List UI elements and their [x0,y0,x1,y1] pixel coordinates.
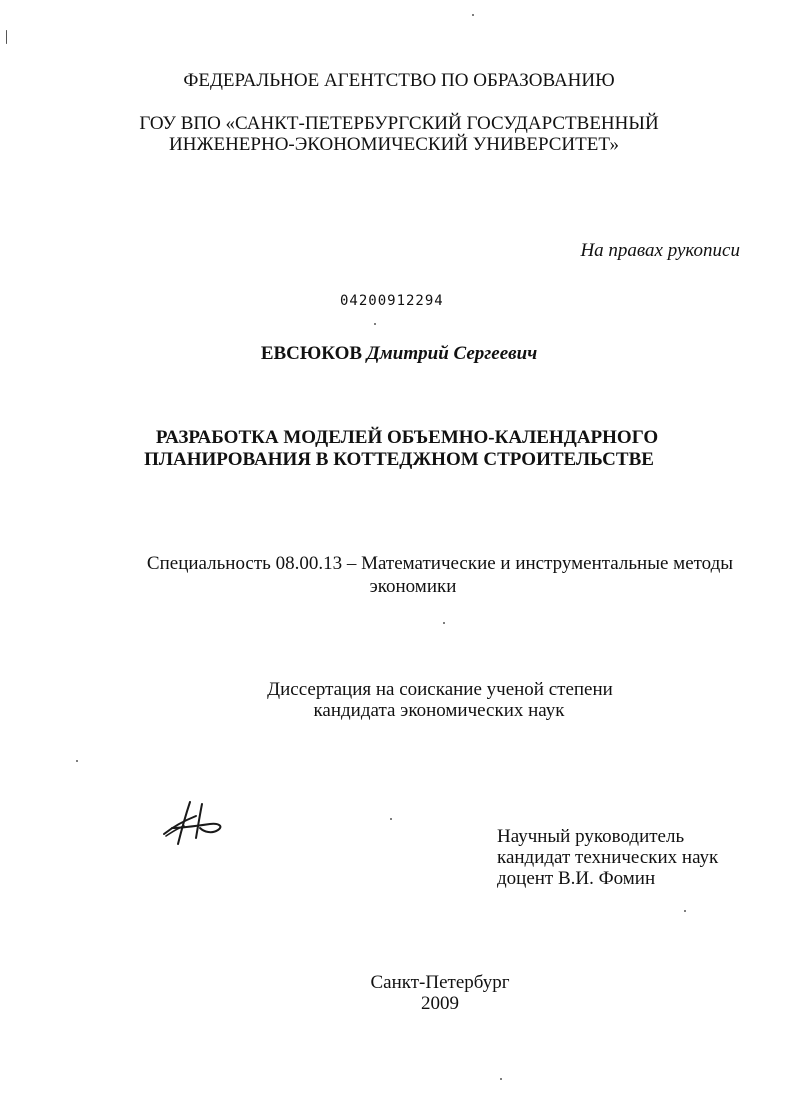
city: Санкт-Петербург [370,972,510,993]
scan-speck [472,14,474,16]
scan-speck [6,30,7,44]
degree-line-2: кандидата экономических наук [313,700,565,721]
scan-speck [390,818,392,820]
specialty-line-1: Специальность 08.00.13 – Математические и инструментальные методы [146,553,734,574]
agency-heading: ФЕДЕРАЛЬНОЕ АГЕНТСТВО ПО ОБРАЗОВАНИЮ [183,70,615,91]
scan-speck [443,622,445,624]
author-given-names: Дмитрий Сергеевич [366,343,538,364]
author-surname: ЕВСЮКОВ [260,343,363,364]
author-name [0,343,798,365]
registration-number: 04200912294 [340,293,444,309]
supervisor-name: доцент В.И. Фомин [497,868,656,889]
scan-speck [684,910,686,912]
university-line-2: ИНЖЕНЕРНО-ЭКОНОМИЧЕСКИЙ УНИВЕРСИТЕТ» [169,134,619,155]
scan-speck [500,1078,502,1080]
scan-speck [374,323,376,325]
specialty-line-2: экономики [369,576,457,597]
university-line-1: ГОУ ВПО «САНКТ-ПЕТЕРБУРГСКИЙ ГОСУДАРСТВЕННЫЙ [139,113,659,134]
supervisor-role: Научный руководитель [497,826,685,847]
degree-line-1: Диссертация на соискание ученой степени [267,679,613,700]
year: 2009 [421,993,459,1014]
manuscript-note: На правах рукописи [580,240,740,261]
title-line-1: РАЗРАБОТКА МОДЕЛЕЙ ОБЪЕМНО-КАЛЕНДАРНОГО [155,427,659,448]
title-line-2: ПЛАНИРОВАНИЯ В КОТТЕДЖНОМ СТРОИТЕЛЬСТВЕ [144,449,654,470]
supervisor-degree: кандидат технических наук [497,847,719,868]
scan-speck [76,760,78,762]
signature-mark [160,798,232,848]
